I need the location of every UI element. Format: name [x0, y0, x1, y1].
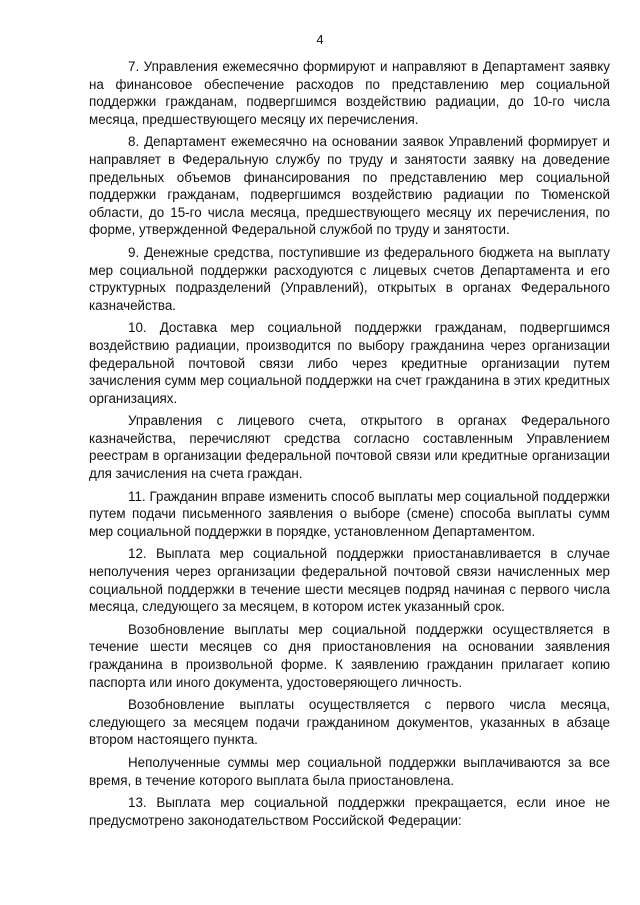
paragraph-10: 10. Доставка мер социальной поддержки гражданам, подвергшимся воздействию радиации, производится по выбору гражданина через организации федеральной почтовой связи либо через кредитные организации путем зачисления сумм мер социальной поддержки на счет гражданина в этих кредитных организациях.	[89, 320, 610, 406]
paragraph-8: 8. Департамент ежемесячно на основании заявок Управлений формирует и направляет в Федеральную службу по труду и занятости заявку на доведение предельных объемов финансирования по представлению мер социальной поддержки гражданам, подвергшимся воздействию радиации по Тюменской области, до 15-го числа месяца, предшествующего месяцу их перечисления, по форме, утвержденной Федеральной службой по труду и занятости.	[89, 134, 610, 238]
paragraph-11: 11. Гражданин вправе изменить способ выплаты мер социальной поддержки путем подачи письменного заявления о выборе (смене) способа выплаты сумм мер социальной поддержки в порядке, установленном Департаментом.	[89, 488, 610, 539]
paragraph-12-resumption: Возобновление выплаты мер социальной поддержки осуществляется в течение шести месяцев со дня приостановления на основании заявления гражданина в произвольной форме. К заявлению гражданин прилагает копию паспорта или иного документа, удостоверяющего личность.	[89, 621, 610, 690]
page-number: 4	[316, 32, 324, 47]
paragraph-12-resumption-date: Возобновление выплаты осуществляется с первого числа месяца, следующего за месяцем подачи гражданином документов, указанных в абзаце втором настоящего пункта.	[89, 697, 610, 748]
paragraph-7: 7. Управления ежемесячно формируют и направляют в Департамент заявку на финансовое обеспечение расходов по представлению мер социальной поддержки гражданам, подвергшимся воздействию радиации, до 10-го числа месяца, предшествующего месяцу их перечисления.	[89, 59, 610, 127]
document-body	[89, 58, 610, 834]
paragraph-10-continued: Управления с лицевого счета, открытого в органах Федерального казначейства, перечисляют средства согласно составленным Управлением реестрам в организации федеральной почтовой связи или кредитные организации для зачисления на счета граждан.	[89, 413, 610, 482]
paragraph-12: 12. Выплата мер социальной поддержки приостанавливается в случае неполучения через организации федеральной почтовой связи начисленных мер социальной поддержки в течение шести месяцев подряд начиная с первого числа месяца, следующего за месяцем, в котором истек указанный срок.	[89, 546, 610, 615]
paragraph-13: 13. Выплата мер социальной поддержки прекращается, если иное не предусмотрено законодательством Российской Федерации:	[89, 795, 610, 828]
paragraph-9: 9. Денежные средства, поступившие из федерального бюджета на выплату мер социальной поддержки расходуются с лицевых счетов Департамента и его структурных подразделений (Управлений), открытых в органах Федерального казначейства.	[89, 244, 610, 313]
paragraph-12-unpaid-sums: Неполученные суммы мер социальной поддержки выплачиваются за все время, в течение которого выплата была приостановлена.	[89, 754, 610, 788]
